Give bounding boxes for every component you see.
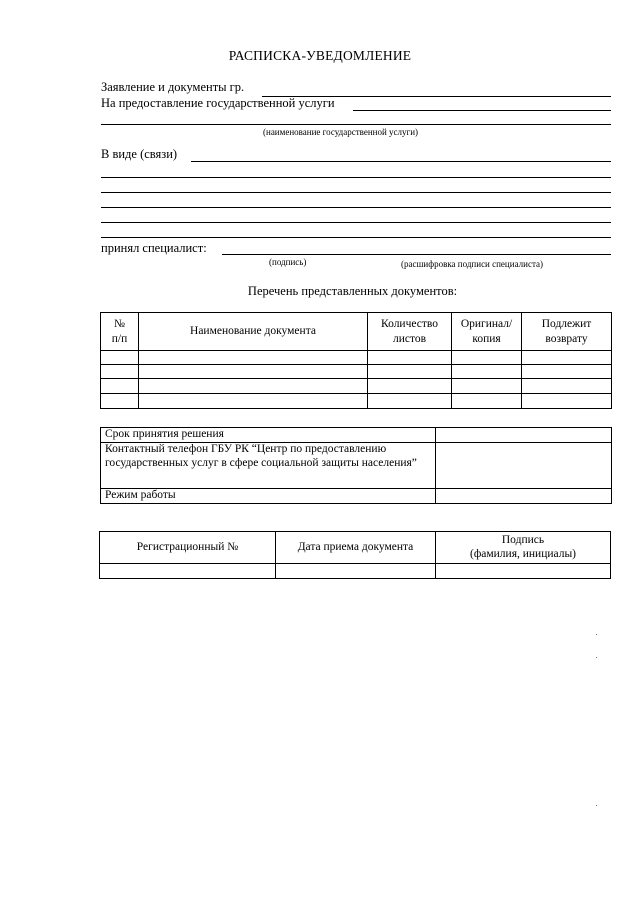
scan-speck: [596, 657, 597, 658]
table-cell[interactable]: [139, 351, 368, 365]
document-title: РАСПИСКА-УВЕДОМЛЕНИЕ: [228, 48, 412, 63]
documents-header-row: [101, 313, 612, 351]
table-row: [101, 379, 612, 394]
info-row-phone: [101, 442, 612, 488]
documents-table: [100, 312, 612, 409]
contact-phone-value-cell[interactable]: [436, 442, 612, 488]
table-row: [101, 351, 612, 365]
table-row: [100, 564, 611, 579]
info-row-deadline: [101, 428, 612, 443]
table-cell[interactable]: [139, 394, 368, 409]
table-cell[interactable]: [139, 365, 368, 379]
table-cell[interactable]: [368, 351, 452, 365]
table-cell[interactable]: [452, 351, 522, 365]
service-blank-line-2[interactable]: [101, 124, 611, 125]
table-cell[interactable]: [452, 394, 522, 409]
info-table: [100, 427, 612, 504]
documents-heading: Перечень представленных документов:: [247, 284, 458, 298]
table-cell[interactable]: [522, 351, 612, 365]
col-doc-name-header: Наименование документа: [139, 313, 368, 351]
col-sheets-header: Количество листов: [368, 313, 452, 351]
registration-header-row: [100, 532, 611, 564]
table-cell[interactable]: [101, 365, 139, 379]
working-hours-value-cell[interactable]: [436, 488, 612, 503]
scan-speck: [596, 805, 597, 806]
contact-phone-label: Контактный телефон ГБУ РК “Центр по предоставлению государственных услуг в сфере социальной защиты населения”: [101, 442, 436, 488]
service-name-caption: (наименование государственной услуги): [263, 127, 419, 137]
signature-caption: (подпись): [269, 257, 307, 267]
reg-number-cell[interactable]: [100, 564, 276, 579]
table-cell[interactable]: [522, 379, 612, 394]
accepted-label: принял специалист:: [101, 241, 207, 255]
working-hours-label: Режим работы: [101, 488, 436, 503]
form-label: В виде (связи): [101, 147, 178, 161]
table-cell[interactable]: [139, 379, 368, 394]
reg-date-cell[interactable]: [276, 564, 436, 579]
form-blank-line-6[interactable]: [101, 237, 611, 238]
reg-number-header: Регистрационный №: [100, 532, 276, 564]
deadline-value-cell[interactable]: [436, 428, 612, 443]
applicant-label: Заявление и документы гр.: [101, 80, 245, 94]
reg-signature-cell[interactable]: [436, 564, 611, 579]
table-cell[interactable]: [368, 365, 452, 379]
reg-signature-header: Подпись (фамилия, инициалы): [436, 532, 611, 564]
scan-speck: [596, 634, 597, 635]
form-blank-line-4[interactable]: [101, 207, 611, 208]
col-number-header: № п/п: [101, 313, 139, 351]
table-cell[interactable]: [368, 379, 452, 394]
table-cell[interactable]: [368, 394, 452, 409]
form-blank-line-2[interactable]: [101, 177, 611, 178]
table-cell[interactable]: [452, 365, 522, 379]
form-blank-line[interactable]: [191, 161, 611, 162]
form-blank-line-3[interactable]: [101, 192, 611, 193]
table-cell[interactable]: [101, 379, 139, 394]
table-cell[interactable]: [522, 365, 612, 379]
col-return-header: Подлежит возврату: [522, 313, 612, 351]
signature-decode-caption: (расшифровка подписи специалиста): [401, 259, 543, 269]
signature-blank-line[interactable]: [222, 254, 611, 255]
table-row: [101, 365, 612, 379]
service-blank-line[interactable]: [353, 110, 611, 111]
table-row: [101, 394, 612, 409]
table-cell[interactable]: [101, 394, 139, 409]
info-row-hours: [101, 488, 612, 503]
col-original-copy-header: Оригинал/ копия: [452, 313, 522, 351]
deadline-label: Срок принятия решения: [101, 428, 436, 443]
reg-date-header: Дата приема документа: [276, 532, 436, 564]
table-cell[interactable]: [101, 351, 139, 365]
table-cell[interactable]: [522, 394, 612, 409]
form-blank-line-5[interactable]: [101, 222, 611, 223]
service-label: На предоставление государственной услуги: [101, 96, 335, 110]
registration-table: [99, 531, 611, 579]
table-cell[interactable]: [452, 379, 522, 394]
